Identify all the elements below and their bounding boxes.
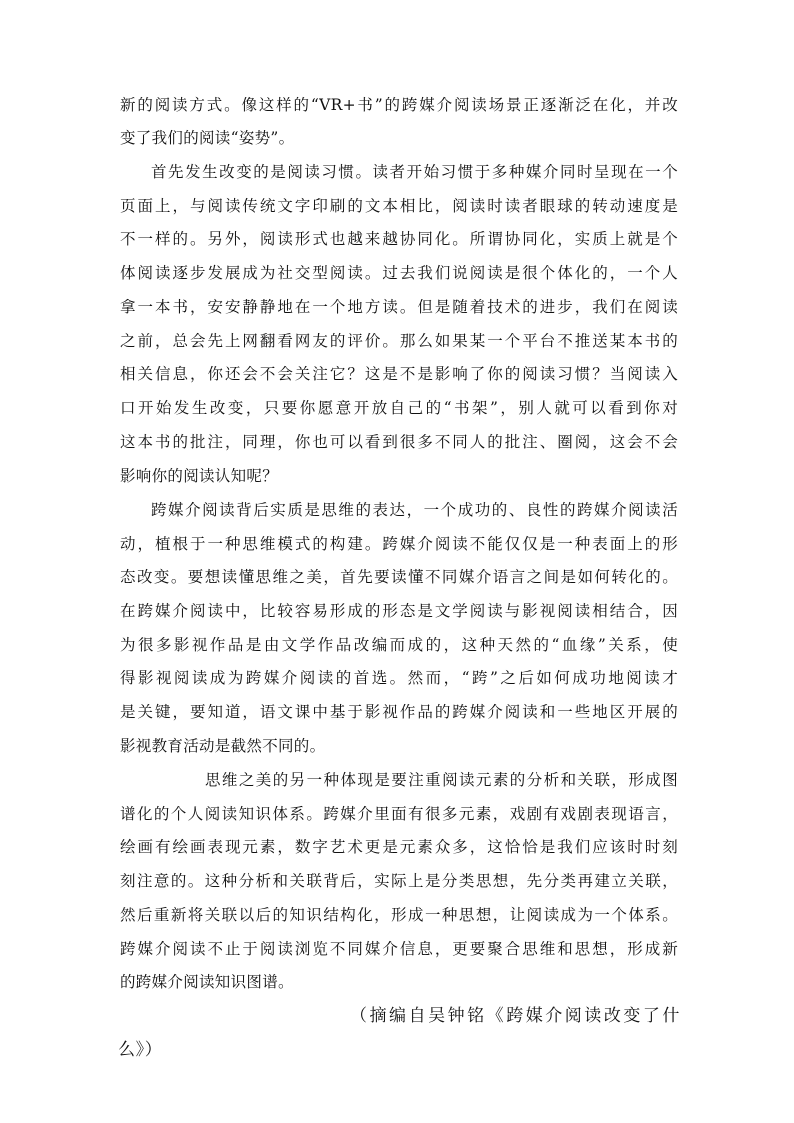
paragraph-3-line-5: 为很多影视作品是由文学作品改编而成的，这种天然的“血缘”关系，使: [120, 636, 678, 654]
paragraph-2-line-4: 体阅读逐步发展成为社交型阅读。过去我们说阅读是很个体化的，一个人: [120, 264, 678, 282]
paragraph-2-line-9: 这本书的批注，同理，你也可以看到很多不同人的批注、圈阅，这会不会: [120, 433, 678, 451]
source-citation-line-1: （摘编自吴钟铭《跨媒介阅读改变了什: [350, 1006, 680, 1026]
source-citation-line-2: 么》）: [118, 1040, 163, 1060]
paragraph-4-line-5: 然后重新将关联以后的知识结构化，形成一种思想，让阅读成为一个体系。: [120, 906, 678, 924]
paragraph-4-line-2: 谱化的个人阅读知识体系。跨媒介里面有很多元素，戏剧有戏剧表现语言，: [120, 805, 678, 823]
paragraph-4-line-1: 思维之美的另一种体现是要注重阅读元素的分析和关联，形成图: [205, 771, 678, 789]
paragraph-1-line-1: 新的阅读方式。像这样的“VR+书”的跨媒介阅读场景正逐渐泛在化，并改: [120, 96, 678, 114]
paragraph-2-line-5: 拿一本书，安安静静地在一个地方读。但是随着技术的进步，我们在阅读: [120, 298, 678, 316]
paragraph-2-line-1: 首先发生改变的是阅读习惯。读者开始习惯于多种媒介同时呈现在一个: [151, 163, 678, 181]
paragraph-3-line-4: 在跨媒介阅读中，比较容易形成的形态是文学阅读与影视阅读相结合，因: [120, 602, 678, 620]
paragraph-2-line-6: 之前，总会先上网翻看网友的评价。那么如果某一个平台不推送某本书的: [120, 332, 678, 350]
paragraph-4-line-7: 的跨媒介阅读知识图谱。: [120, 973, 294, 991]
paragraph-4-line-3: 绘画有绘画表现元素，数字艺术更是元素众多，这恰恰是我们应该时时刻: [120, 838, 678, 856]
paragraph-2-line-10: 影响你的阅读认知呢？: [120, 467, 279, 485]
paragraph-4-line-6: 跨媒介阅读不止于阅读浏览不同媒介信息，更要聚合思维和思想，形成新: [120, 940, 678, 958]
paragraph-3-line-6: 得影视阅读成为跨媒介阅读的首选。然而，“跨”之后如何成功地阅读才: [120, 669, 678, 687]
paragraph-2-line-7: 相关信息，你还会不会关注它？这是不是影响了你的阅读习惯？当阅读入: [120, 365, 678, 383]
paragraph-3-line-3: 态改变。要想读懂思维之美，首先要读懂不同媒介语言之间是如何转化的。: [120, 568, 678, 586]
paragraph-3-line-8: 影视教育活动是截然不同的。: [120, 737, 326, 755]
paragraph-1-line-2: 变了我们的阅读“姿势”。: [120, 129, 295, 147]
paragraph-4-line-4: 刻注意的。这种分析和关联背后，实际上是分类思想，先分类再建立关联，: [120, 872, 678, 890]
paragraph-3-line-7: 是关键，要知道，语文课中基于影视作品的跨媒介阅读和一些地区开展的: [120, 703, 678, 721]
paragraph-2-line-2: 页面上，与阅读传统文字印刷的文本相比，阅读时读者眼球的转动速度是: [120, 197, 678, 215]
paragraph-3-line-1: 跨媒介阅读背后实质是思维的表达，一个成功的、良性的跨媒介阅读活: [151, 501, 678, 519]
paragraph-3-line-2: 动，植根于一种思维模式的构建。跨媒介阅读不能仅仅是一种表面上的形: [120, 535, 678, 553]
paragraph-2-line-3: 不一样的。另外，阅读形式也越来越协同化。所谓协同化，实质上就是个: [120, 230, 678, 248]
paragraph-2-line-8: 口开始发生改变，只要你愿意开放自己的“书架”，别人就可以看到你对: [120, 399, 678, 417]
